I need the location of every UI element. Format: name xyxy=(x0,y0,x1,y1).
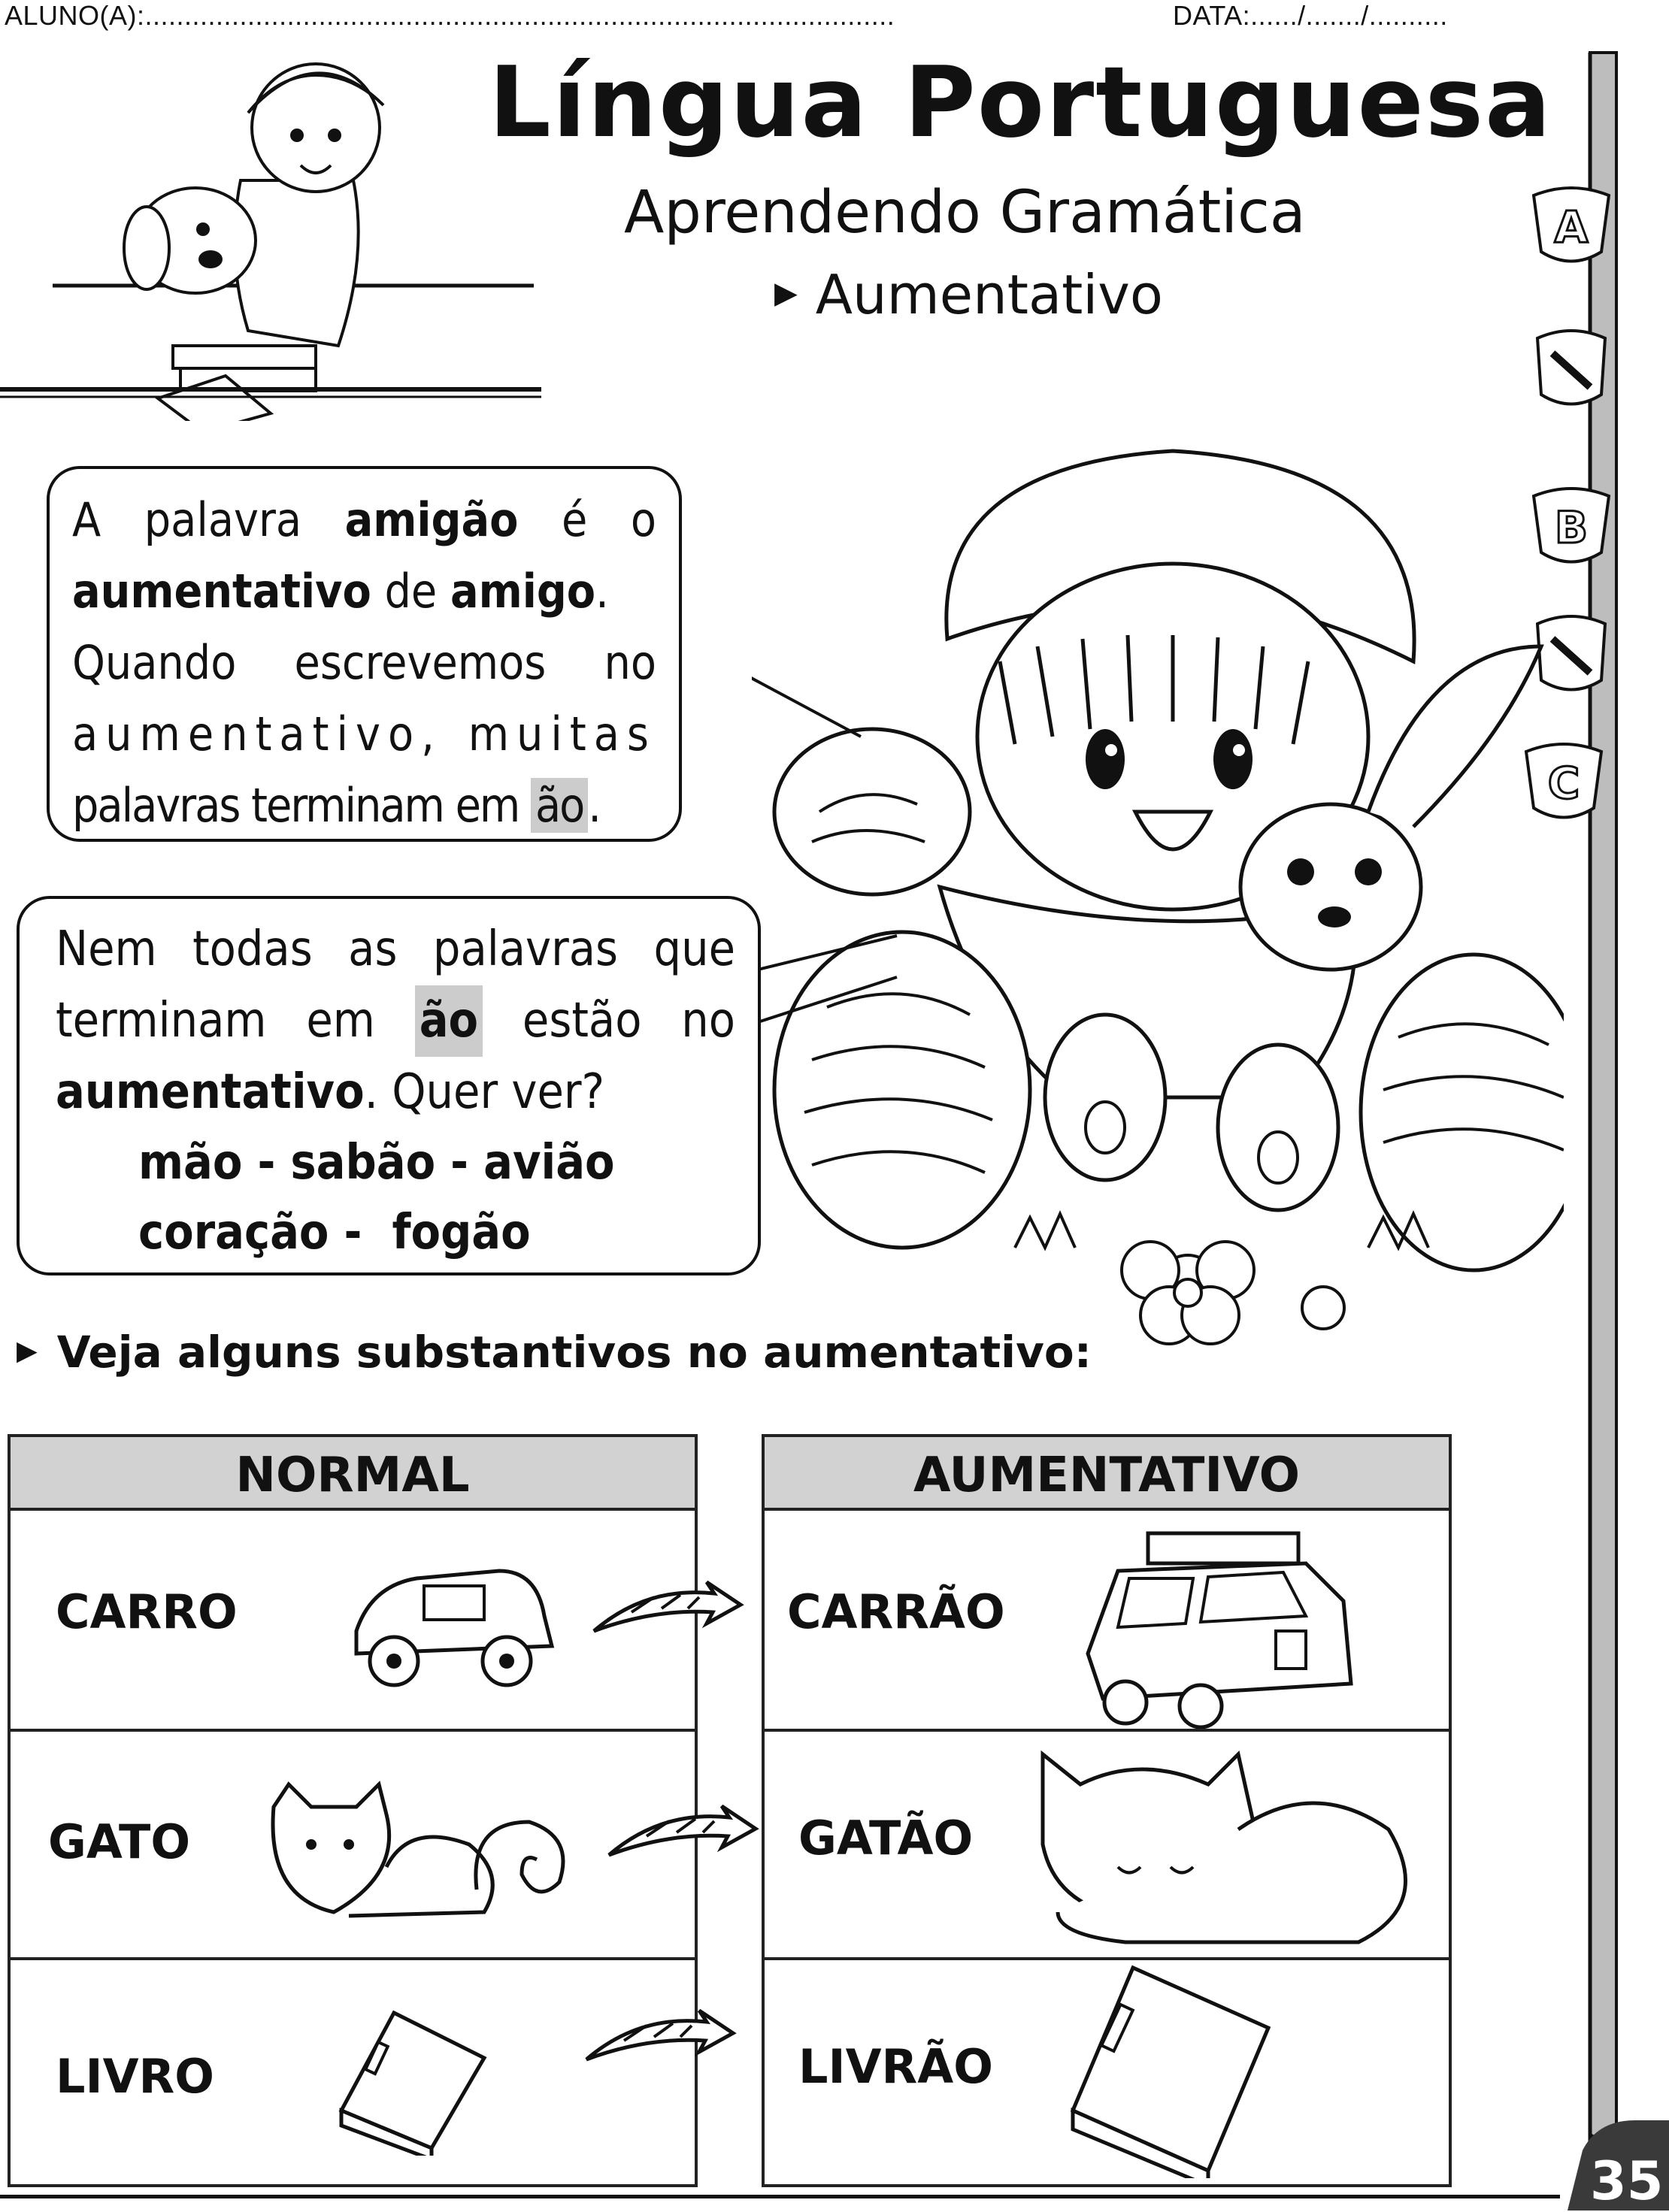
bubble-line: aumentativo. Quer ver? xyxy=(56,1064,605,1120)
bottom-rule xyxy=(0,2195,1560,2198)
word-carrao: CARRÃO xyxy=(787,1584,1005,1639)
explanation-bubble-2 xyxy=(17,896,761,1275)
pencil-tulip-icon xyxy=(1530,323,1613,413)
bubble-line: aumentativo, muitas xyxy=(72,707,656,761)
student-name-line[interactable]: ALUNO(A):............................................................................................... xyxy=(5,0,895,31)
small-book-icon xyxy=(326,1998,499,2156)
bubble-line: A palavra amigão é o xyxy=(72,492,656,547)
small-car-icon xyxy=(326,1541,567,1699)
bubble-pointer xyxy=(758,932,908,1037)
normal-table xyxy=(8,1434,698,2187)
big-car-icon xyxy=(1058,1518,1374,1729)
table-row xyxy=(765,1732,1449,1960)
page-title: Língua Portuguesa xyxy=(489,45,1552,159)
svg-text:B: B xyxy=(1554,502,1589,553)
big-cat-icon xyxy=(1013,1739,1434,1957)
bubble-line: terminam em ão estão no xyxy=(56,985,735,1057)
table-row xyxy=(11,1732,695,1960)
page-subtitle: Aprendendo Gramática xyxy=(624,179,1306,247)
arrow-icon xyxy=(601,1802,759,1862)
word-carro: CARRO xyxy=(56,1584,238,1639)
arrow-icon xyxy=(586,1578,744,1639)
table-row xyxy=(765,1960,1449,2186)
big-book-icon xyxy=(1050,1960,1291,2178)
table-row xyxy=(11,1960,695,2186)
example-words-2: coração - fogão xyxy=(138,1205,531,1260)
explanation-bubble-1 xyxy=(47,466,682,842)
augmentative-table xyxy=(762,1434,1452,2187)
word-livrao: LIVRÃO xyxy=(798,2039,993,2094)
triangle-bullet-icon: ▶ xyxy=(774,276,798,310)
table-row xyxy=(765,1511,1449,1732)
topic-heading: ▶ Aumentativo xyxy=(774,263,1163,326)
arrow-icon xyxy=(579,2007,737,2067)
word-gatao: GATÃO xyxy=(798,1811,974,1866)
highlight-ao: ão xyxy=(531,778,588,833)
word-gato: GATO xyxy=(48,1814,191,1869)
word-livro: LIVRO xyxy=(56,2049,215,2104)
bubble-line: palavras terminam em ão. xyxy=(72,778,600,833)
normal-table-header: NORMAL xyxy=(11,1437,695,1511)
bubble-line: aumentativo de amigo. xyxy=(72,564,609,619)
example-words-1: mão - sabão - avião xyxy=(138,1135,615,1191)
small-cat-icon xyxy=(259,1777,574,1927)
svg-text:A: A xyxy=(1554,201,1589,253)
page-number: 35 xyxy=(1590,2150,1664,2212)
triangle-bullet-icon: ▶ xyxy=(17,1336,38,1366)
svg-text:C: C xyxy=(1547,758,1580,809)
boy-with-dog-illustration xyxy=(0,30,541,421)
page-number-badge xyxy=(1568,2120,1669,2210)
highlight-ao: ão xyxy=(415,985,483,1057)
letter-a-icon xyxy=(1526,180,1616,271)
date-line[interactable]: DATA:....../......./.......... xyxy=(1173,0,1448,31)
bubble-line: Nem todas as palavras que xyxy=(56,921,735,977)
girl-with-bunny-illustration xyxy=(752,421,1564,1398)
instruction-heading: ▶ Veja alguns substantivos no aumentativo: xyxy=(17,1327,1092,1378)
augmentative-table-header: AUMENTATIVO xyxy=(765,1437,1449,1511)
bubble-line: Quando escrevemos no xyxy=(72,635,656,690)
